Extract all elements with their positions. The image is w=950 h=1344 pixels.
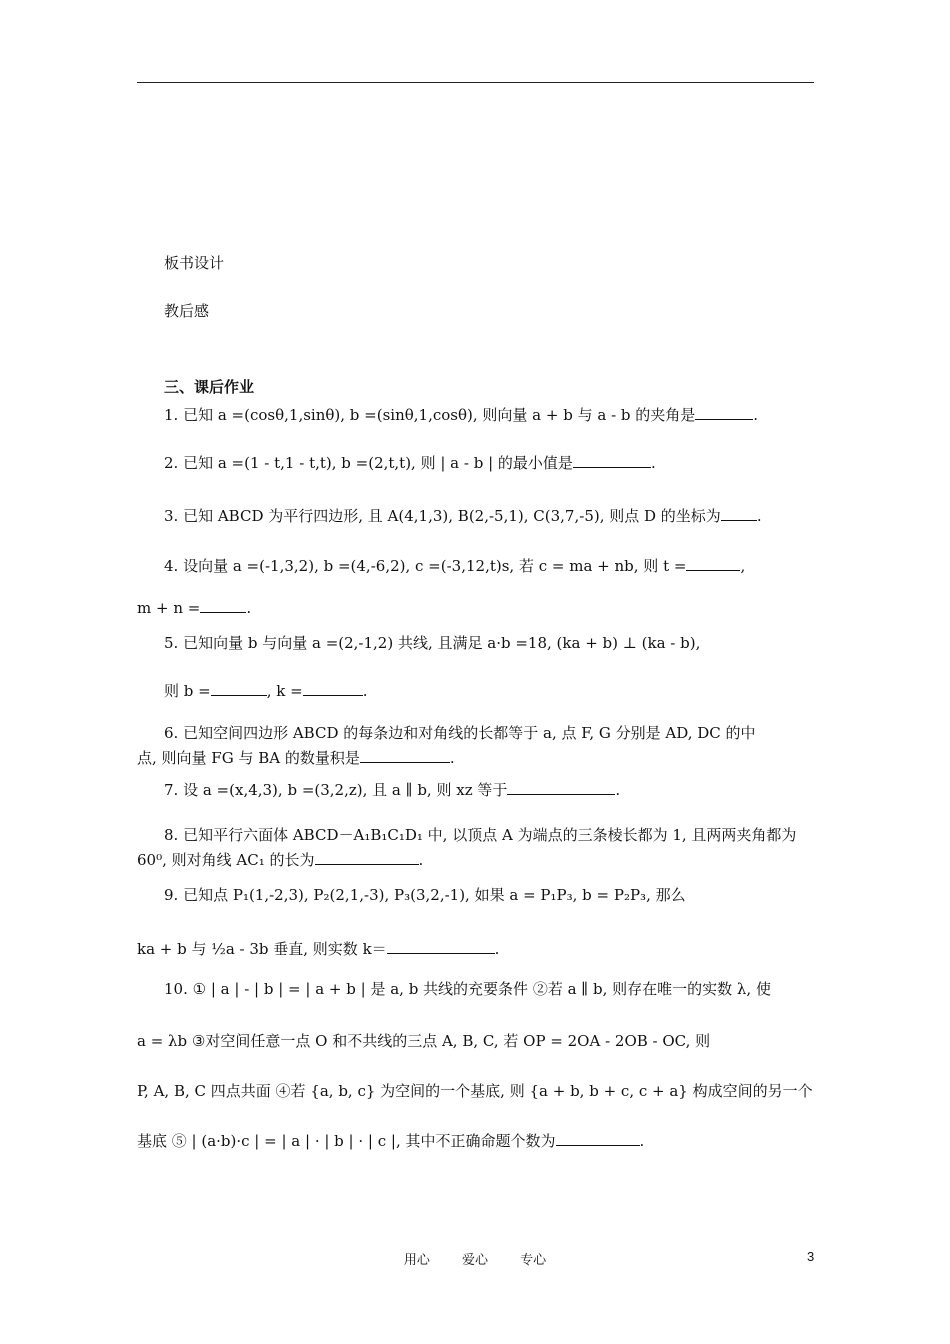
answer-blank[interactable] <box>573 453 651 468</box>
section-board-design: 板书设计 <box>164 254 225 272</box>
footer-item: 用心 <box>403 1253 430 1268</box>
homework-heading: 三、课后作业 <box>164 378 255 396</box>
problem-10-line-4: 基底 ⑤ | (a·b)·c | = | a | · | b | · | c |, 其中不正确命题个数为 . <box>137 1132 645 1150</box>
answer-blank-b[interactable] <box>211 681 267 696</box>
problem-text: 60⁰, 则对角线 AC₁ 的长为 <box>137 851 315 869</box>
problem-9-line-1 <box>164 884 814 906</box>
answer-blank-t[interactable] <box>686 556 740 571</box>
problem-text: 6. 已知空间四边形 ABCD 的每条边和对角线的长都等于 a, 点 F, G 分别是 AD, DC 的中 <box>164 724 756 742</box>
problem-7: 7. 设 a =(x,4,3), b =(3,2,z), 且 a ∥ b, 则 xz 等于 . <box>164 781 621 799</box>
answer-blank[interactable] <box>360 748 450 763</box>
problem-10-line-2 <box>137 1030 814 1052</box>
problem-8-line-1 <box>164 824 814 846</box>
answer-blank[interactable] <box>387 939 495 954</box>
problem-text: 10. ① | a | - | b | = | a + b | 是 a, b 共线的充要条件 ②若 a ∥ b, 则存在唯一的实数 λ, 使 <box>164 980 771 998</box>
problem-2: 2. 已知 a =(1 - t,1 - t,t), b =(2,t,t), 则 | a - b | 的最小值是 . <box>164 454 656 472</box>
problem-text: 2. 已知 a =(1 - t,1 - t,t), b =(2,t,t), 则 | a - b | 的最小值是 <box>164 454 573 472</box>
problem-text: ka + b 与 ½a - 3b 垂直, 则实数 k＝ <box>137 940 387 958</box>
problem-10-line-1 <box>164 978 814 1000</box>
problem-3: 3. 已知 ABCD 为平行四边形, 且 A(4,1,3), B(2,-5,1), C(3,7,-5), 则点 D 的坐标为 . <box>164 507 762 525</box>
problem-text: 7. 设 a =(x,4,3), b =(3,2,z), 且 a ∥ b, 则 xz 等于 <box>164 781 508 799</box>
problem-text: 基底 ⑤ | (a·b)·c | = | a | · | b | · | c |, 其中不正确命题个数为 <box>137 1132 556 1150</box>
problem-text: m + n = <box>137 599 201 617</box>
problem-text: 5. 已知向量 b 与向量 a =(2,-1,2) 共线, 且满足 a·b =18, (ka + b) ⊥ (ka - b), <box>164 634 701 652</box>
problem-text: 9. 已知点 P₁(1,-2,3), P₂(2,1,-3), P₃(3,2,-1), 如果 a = P₁P₃, b = P₂P₃, 那么 <box>164 886 686 904</box>
section-reflection: 教后感 <box>164 302 210 320</box>
problem-9-line-2: ka + b 与 ½a - 3b 垂直, 则实数 k＝ . <box>137 940 500 958</box>
answer-blank-mn[interactable] <box>200 598 246 613</box>
problem-5-line-2: 则 b = , k = . <box>164 682 368 700</box>
problem-text: a = λb ③对空间任意一点 O 和不共线的三点 A, B, C, 若 OP = 2OA - 2OB - OC, 则 <box>137 1032 711 1050</box>
footer-item: 爱心 <box>461 1253 488 1268</box>
answer-blank[interactable] <box>721 506 757 521</box>
problem-1: 1. 已知 a =(cosθ,1,sinθ), b =(sinθ,1,cosθ), 则向量 a + b 与 a - b 的夹角是 . <box>164 406 759 424</box>
problem-text: 3. 已知 ABCD 为平行四边形, 且 A(4,1,3), B(2,-5,1), C(3,7,-5), 则点 D 的坐标为 <box>164 507 721 525</box>
page-number: 3 <box>807 1249 815 1264</box>
problem-5-line-1 <box>164 632 814 654</box>
problem-4-line-1: 4. 设向量 a =(-1,3,2), b =(4,-6,2), c =(-3,12,t)s, 若 c = ma + nb, 则 t = , <box>164 557 746 575</box>
problem-text: 点, 则向量 FG 与 BA 的数量积是 <box>137 749 360 767</box>
footer-item: 专心 <box>520 1253 547 1268</box>
problem-6-line-2: 点, 则向量 FG 与 BA 的数量积是 . <box>137 749 455 767</box>
problem-4-line-2: m + n = . <box>137 599 252 617</box>
problem-text: 1. 已知 a =(cosθ,1,sinθ), b =(sinθ,1,cosθ), 则向量 a + b 与 a - b 的夹角是 <box>164 406 696 424</box>
problem-text: 则 b = <box>164 682 211 700</box>
problem-text: 8. 已知平行六面体 ABCD－A₁B₁C₁D₁ 中, 以顶点 A 为端点的三条棱长都为 1, 且两两夹角都为 <box>164 826 797 844</box>
problem-text: P, A, B, C 四点共面 ④若 {a, b, c} 为空间的一个基底, 则 {a + b, b + c, c + a} 构成空间的另一个 <box>137 1082 813 1100</box>
header-rule <box>137 82 814 83</box>
answer-blank[interactable] <box>556 1131 640 1146</box>
problem-text: 4. 设向量 a =(-1,3,2), b =(4,-6,2), c =(-3,12,t)s, 若 c = ma + nb, 则 t = <box>164 557 687 575</box>
answer-blank[interactable] <box>695 405 753 420</box>
answer-blank[interactable] <box>315 850 419 865</box>
problem-8-line-2: 60⁰, 则对角线 AC₁ 的长为 . <box>137 851 424 869</box>
problem-10-line-3 <box>137 1080 814 1102</box>
answer-blank[interactable] <box>507 780 615 795</box>
problem-6-line-1 <box>164 722 814 744</box>
answer-blank-k[interactable] <box>303 681 363 696</box>
